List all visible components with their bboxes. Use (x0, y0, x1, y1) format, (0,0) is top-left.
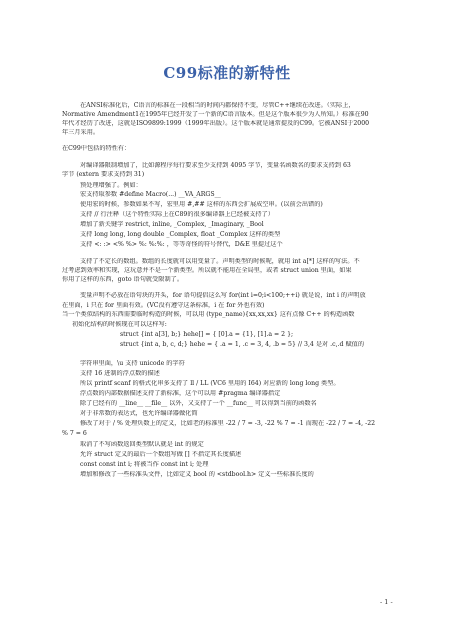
intro-line: Normative Amendment1在1995年已经开发了一个新的C语言版本。但是这个版本很少为人所知。）标准在90 (62, 111, 369, 118)
feature-line: % 7 = 6 (62, 430, 87, 437)
feature-line: 对编译器限制增加了，比如源程序每行要求至少支持到 4095 字节，变量名函数名的要求支持到 63 (80, 162, 351, 169)
code-line: struct {int a, b, c, d;} hehe = { .a = 1, .c = 3, 4, .b = 5} // 3,4 是对 .c,.d 赋值的 (120, 341, 365, 348)
feature-line: 预处理增强了。例如： (80, 182, 142, 189)
feature-line: 宏支持取参数 #define Macro(...) __VA_ARGS__ (80, 191, 221, 198)
page-number: - 1 - (380, 598, 393, 606)
feature-line: 字节 (extern 要求支持到 31) (62, 171, 145, 178)
vla-line: 过考虑到效率和实现，这玩意并不是一个新类型。所以就不能用在全局里，或者 struct union 里面，如果 (62, 267, 352, 274)
intro-line: 年三月采用。 (62, 129, 100, 136)
feature-line: const const int i; 将被当作 const int i; 处理 (80, 461, 209, 468)
decl-line: 变量声明不必放在语句块的开头，for 语句提倡这么写 for(int i=0;i<100;++i) 就是说，int i 的声明放 (80, 292, 366, 299)
feature-line: 对于非常数的表达式，也允许编译器做化简 (80, 410, 198, 417)
feature-line: 取消了不写函数返回类型默认就是 int 的规定 (80, 441, 204, 448)
feature-line: 支持 // 行注释（这个特性实际上在C89的很多编译器上已经被支持了） (80, 211, 274, 218)
feature-line: 支持 <: :> <% %> %: %:%: ，等等奇怪的符号替代，D&E 里提过这个 (80, 241, 283, 248)
decl-line: 在里面，i 只在 for 里面有效。(VC没有遵守这条标准，i 在 for 外也有效) (62, 302, 265, 309)
feature-line: 增加和修改了一些标准头文件，比如定义 bool 的 <stdbool.h> 定义一些标准长度的 (80, 471, 314, 478)
feature-line: 增加了新关键字 restrict, inline, _Complex, _Imaginary, _Bool (80, 221, 264, 228)
feature-line: 支持 long long, long double _Complex, float _Complex 这样的类型 (80, 231, 281, 238)
init-line: 初始化结构的时候现在可以这样写: (72, 321, 167, 328)
intro-line: 年代才经历了改进，这就是ISO9899:1999（1999年出版）。这个版本就是通常提及的C99。它被ANSI于2000 (62, 120, 370, 127)
feature-line: 字符串里面，\u 支持 unicode 的字符 (80, 360, 185, 367)
decl-line: 当一个类似结构的东西需要临时构造的时候，可以用 (type_name){xx,xx,xx} 这有点像 C++ 的构造函数 (62, 311, 355, 318)
feature-line: 除了已经有的 __line__ __file__ 以外，又支持了一个 __func__ 可以得到当前的函数名 (80, 400, 317, 407)
feature-line: 支持 16 进制的浮点数的描述 (80, 370, 160, 377)
features-heading: 在C99中包括的特性有： (62, 145, 131, 152)
feature-line: 所以 printf scanf 的格式化串多支持了 ll / LL (VC6 里用的 I64) 对应新的 long long 类型。 (80, 380, 340, 387)
feature-line: 使用宏的时候，参数如果不写，宏里用 #,## 这样的东西会扩展成空串。(以前会出错的) (80, 201, 323, 208)
vla-line: 支持了不定长的数组。数组的长度就可以用变量了。声明类型的时候呢，就用 int a[*] 这样的写法。不 (80, 258, 360, 265)
feature-line: 允许 struct 定义的最后一个数组写做 [] 不指定其长度描述 (80, 451, 242, 458)
feature-line: 修改了对于 / % 处理负数上的定义，比如老的标准里 -22 / 7 = -3, -22 % 7 = -1 而现在 -22 / 7 = -4, -22 (80, 420, 376, 427)
feature-line: 浮点数的内部数据描述支持了新标准，这个可以用 #pragma 编译器指定 (80, 390, 281, 397)
page-title: C99标准的新特性 (163, 64, 291, 82)
intro-line: 在ANSI标准化后，C语言的标准在一段相当的时间内都保持不变，尽管C++继续在改进。（实际上， (80, 102, 355, 109)
vla-line: 你用了这样的东西，goto 语句就受限制了。 (62, 276, 184, 283)
code-line: struct {int a[3], b;} hehe[] = { [0].a = {1}, [1].a = 2 }; (120, 331, 294, 338)
